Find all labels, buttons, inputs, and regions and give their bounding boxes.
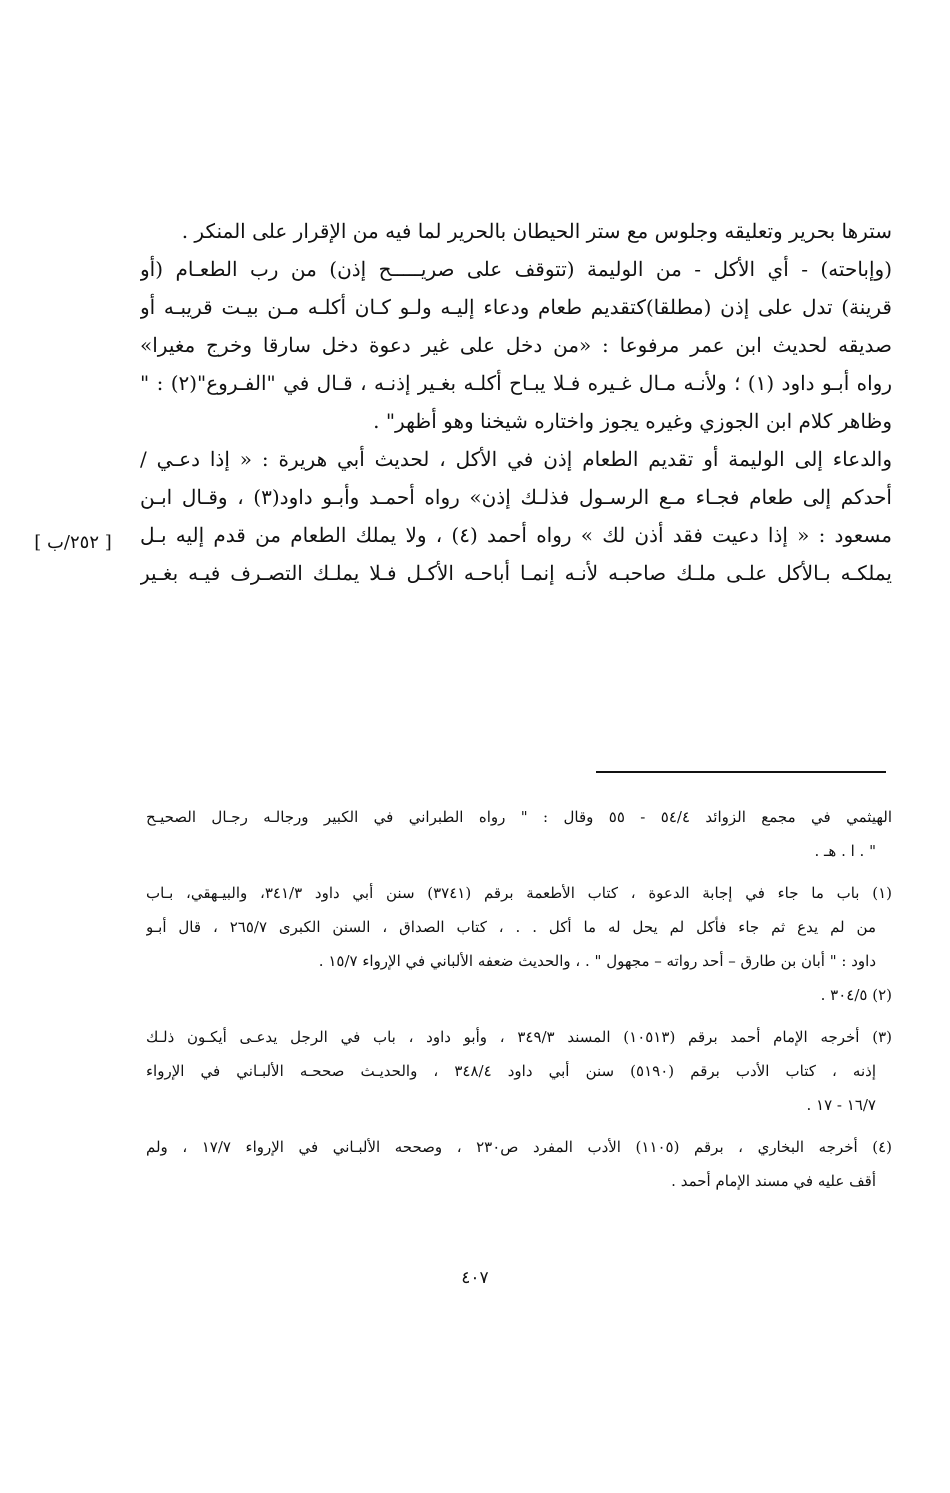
footnote-1-line: داود : " أبان بن طارق – أحد رواته – مجهول " . ، والحديث ضعفه الألباني في الإرواء ١٥/٧ .: [318, 952, 876, 970]
main-text-line: صديقه لحديث ابن عمر مرفوعا : «من دخل على غير دعوة دخل سارقا وخرج مغيرا»: [140, 333, 892, 357]
main-text-line: رواه أبـو داود (١) ؛ ولأنـه مـال غـيره فـلا يبـاح أكلـه بغـير إذنـه ، قـال في "الفـروع"(٢) : ": [140, 371, 892, 395]
footnotes-section: [146, 800, 892, 1198]
footnote-3-line: إذنه ، كتاب الأدب برقم (٥١٩٠) سنن أبي داود ٣٤٨/٤ ، والحديـث صححـه الألبـاني في الإرواء: [146, 1062, 876, 1080]
main-text-line: سترها بحرير وتعليقه وجلوس مع ستر الحيطان بالحرير لما فيه من الإقرار على المنكر .: [181, 219, 892, 243]
footnote-1-line: (١) باب ما جاء في إجابة الدعوة ، كتاب الأطعمة برقم (٣٧٤١) سنن أبي داود ٣٤١/٣، والبيـهقي، بـاب: [146, 884, 892, 902]
main-text-line: (وإباحته) - أي الأكل - من الوليمة (تتوقف على صريـــــح إذن) من رب الطعـام (أو: [140, 257, 892, 281]
footnote-continuation-line: الهيثمي في مجمع الزوائد ٥٤/٤ - ٥٥ وقال : " رواه الطبراني في الكبير ورجالـه رجـال الصحيـح: [146, 808, 892, 826]
footnote-continuation-line: " . ا . هـ .: [814, 842, 876, 860]
footnote-separator: [596, 771, 886, 773]
footnote-2-line: (٢) ٣٠٤/٥ .: [820, 986, 892, 1004]
main-text-line: والدعاء إلى الوليمة أو تقديم الطعام إذن في الأكل ، لحديث أبي هريرة : « إذا دعـي /: [140, 447, 892, 471]
footnote-3-line: ١٦/٧ - ١٧ .: [806, 1096, 876, 1114]
main-text-line: وظاهر كلام ابن الجوزي وغيره يجوز واختاره شيخنا وهو أظهر" .: [373, 409, 892, 433]
page-number: ٤٠٧: [461, 1268, 489, 1288]
main-text-body: [140, 212, 892, 592]
manuscript-folio-note: [ ٢٥٢/ب ]: [34, 532, 112, 553]
footnote-4-line: أقف عليه في مسند الإمام أحمد .: [671, 1172, 876, 1190]
main-text-line: مسعود : « إذا دعيت فقد أذن لك » رواه أحمد (٤) ، ولا يملك الطعام من قدم إليه بـل: [140, 523, 892, 547]
main-text-line: أحدكم إلى طعام فجـاء مـع الرسـول فذلـك إذن» رواه أحمـد وأبـو داود(٣) ، وقـال ابـن: [140, 485, 892, 509]
main-text-line: يملكـه بـالأكل علـى ملـك صاحبـه لأنـه إنمـا أباحـه الأكـل فـلا يملـك التصـرف فيـه بغـير: [140, 561, 892, 585]
footnote-3-line: (٣) أخرجه الإمام أحمد برقم (١٠٥١٣) المسند ٣٤٩/٣ ، وأبو داود ، باب في الرجل يدعـى أيكـون ذلـك: [146, 1028, 892, 1046]
footnote-4-line: (٤) أخرجه البخاري ، برقم (١١٠٥) الأدب المفرد ص٢٣٠ ، وصححه الألبـاني في الإرواء ١٧/٧ ، ولم: [146, 1138, 892, 1156]
main-text-line: قرينة) تدل على إذن (مطلقا)كتقديم طعام ودعاء إليـه ولـو كـان أكلـه مـن بيـت قريبـه أو: [140, 295, 892, 319]
footnote-1-line: من لم يدع ثم جاء فأكل لم يحل له ما أكل . . ، كتاب الصداق ، السنن الكبرى ٢٦٥/٧ ، قال أبـو: [146, 918, 876, 936]
